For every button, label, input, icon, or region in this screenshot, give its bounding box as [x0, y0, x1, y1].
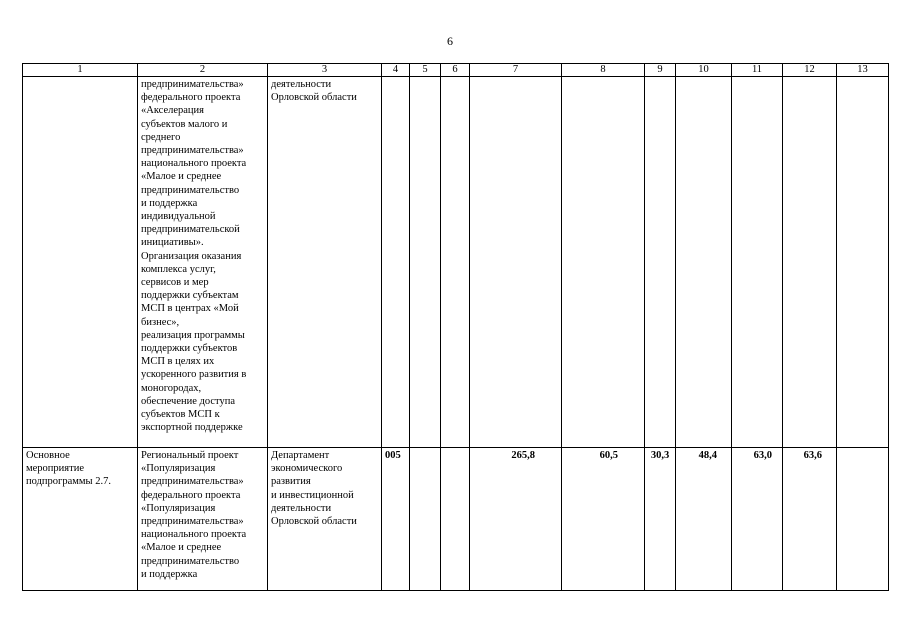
- table-cell: [382, 448, 410, 591]
- column-header: 9: [645, 64, 676, 77]
- table-cell: [410, 448, 441, 591]
- table-cell: [23, 77, 138, 448]
- table-cell: [470, 448, 562, 591]
- table-cell: [562, 77, 645, 448]
- responsible-executor: Департамент экономического развития и инвестиционной деятельности Орловской области: [271, 450, 357, 528]
- column-header: 6: [441, 64, 470, 77]
- value-year: 48,4: [698, 450, 717, 461]
- value-year: 63,6: [803, 450, 822, 461]
- table-cell: [470, 77, 562, 448]
- column-number-row: [23, 64, 889, 77]
- column-header: 10: [676, 64, 732, 77]
- measure-description: Региональный проект «Популяризация предпринимательства» федерального проекта «Популяризация предпринимательства» национального проекта «Малое и среднее предпринимательство и поддержка: [141, 450, 247, 580]
- column-header: 7: [470, 64, 562, 77]
- value-year: 30,3: [650, 450, 670, 461]
- table-cell: [382, 77, 410, 448]
- measure-description: предпринимательства» федерального проекта «Акселерация субъектов малого и среднего предпринимательства» национального проекта «Малое и среднее предпринимательство и поддержка индивидуальной предпринимательской инициативы». Организация оказания комплекса услуг, сервисов и мер поддержки субъектам МСП в центрах «Мой бизнес», реализация программы поддержки субъектов МСП в целях их ускоренного развития в моногородах, обеспечение доступа субъектов МСП к экспортной поддержке: [141, 79, 247, 434]
- value-year: 63,0: [753, 450, 772, 461]
- table-cell: [268, 77, 382, 448]
- table-cell: [410, 77, 441, 448]
- table-cell: [676, 77, 732, 448]
- table-cell: [562, 448, 645, 591]
- column-header: 12: [783, 64, 837, 77]
- table-cell: [783, 77, 837, 448]
- page-number: 6: [447, 34, 453, 48]
- column-header: 3: [268, 64, 382, 77]
- table-cell: [138, 448, 268, 591]
- value-year: 60,5: [599, 450, 618, 461]
- budget-code: 005: [385, 450, 401, 461]
- table-cell: [268, 448, 382, 591]
- column-header: 4: [382, 64, 410, 77]
- value-total: 265,8: [511, 450, 535, 461]
- column-header: 8: [562, 64, 645, 77]
- column-header: 2: [138, 64, 268, 77]
- column-header: 13: [837, 64, 889, 77]
- table-cell: [441, 448, 470, 591]
- table-cell: [837, 77, 889, 448]
- column-header: 11: [732, 64, 783, 77]
- table-cell: [837, 448, 889, 591]
- table-cell: [732, 77, 783, 448]
- table-cell: [138, 77, 268, 448]
- budget-table: [22, 63, 889, 591]
- table-row: [23, 77, 889, 448]
- table-cell: [23, 448, 138, 591]
- table-row: [23, 448, 889, 591]
- column-header: 5: [410, 64, 441, 77]
- column-header: 1: [23, 64, 138, 77]
- measure-name: Основное мероприятие подпрограммы 2.7.: [26, 450, 111, 488]
- table-cell: [645, 77, 676, 448]
- table-cell: [732, 448, 783, 591]
- table-cell: [645, 448, 676, 591]
- table-cell: [676, 448, 732, 591]
- table-cell: [441, 77, 470, 448]
- table-cell: [783, 448, 837, 591]
- responsible-executor: деятельности Орловской области: [271, 79, 357, 104]
